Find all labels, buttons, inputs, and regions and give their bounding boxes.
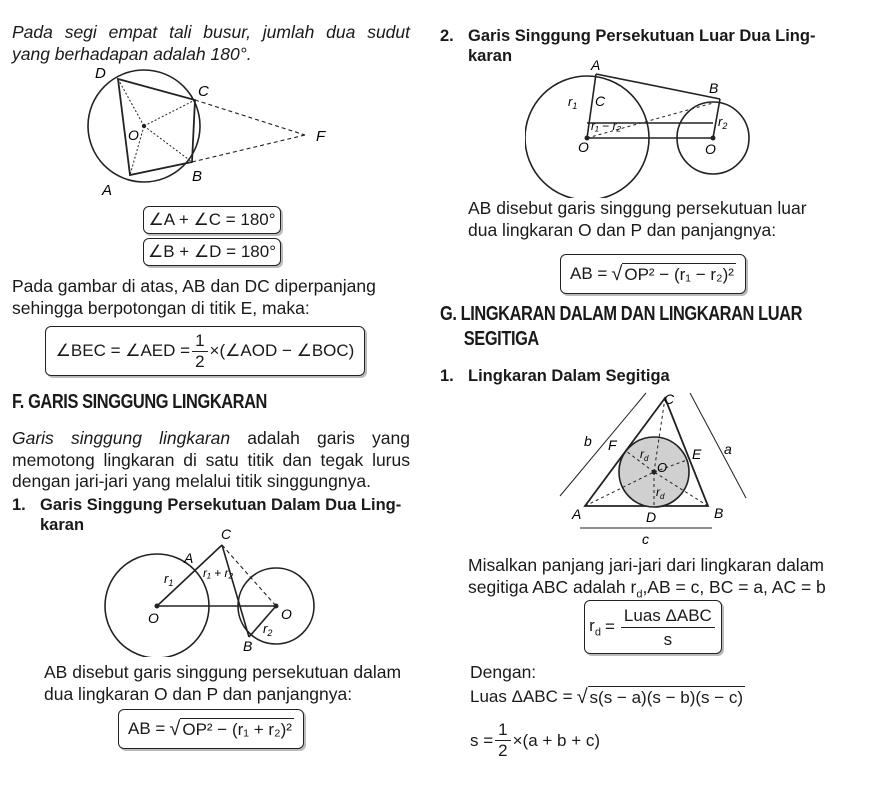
external-formula-radicand: OP² − (r₁ − r₂)² (624, 265, 734, 284)
incircle-desc-line-2: segitiga ABC adalah $r_d,AB = c$, BC = a, AC = b (468, 576, 826, 600)
extension-text (12, 276, 410, 319)
label-a: A (102, 182, 113, 199)
label-d: D (95, 65, 106, 82)
label-r1-minus-r2: r₁ − r₂ (591, 119, 622, 133)
label-d: D (646, 509, 657, 525)
label-a: A (184, 550, 194, 566)
internal-formula-left: AB = (128, 719, 166, 738)
definition-line-3: dengan jari-jari yang melalui titik singgungnya. (12, 471, 371, 491)
label-o: O (578, 139, 589, 155)
label-rd-2: $r_d$ (656, 485, 665, 501)
incircle-desc-line-1: Misalkan panjang jari-jari dari lingkaran dalam (468, 555, 825, 575)
label-r2: $r_2$ (718, 114, 728, 131)
external-tangent-top (596, 74, 720, 99)
label-b: B (709, 80, 719, 96)
external-desc-line-2: dua lingkaran O dan P dan panjangnya: (468, 219, 777, 240)
item-g1-text: Lingkaran Dalam Segitiga (468, 367, 670, 385)
semiperimeter-fraction (495, 720, 510, 761)
incircle-description (468, 555, 848, 606)
label-c-vertex: C (664, 391, 675, 407)
internal-tangent-figure (100, 527, 330, 657)
formula-bec-right: ×(∠AOD − ∠BOC) (209, 341, 355, 360)
incenter (652, 470, 657, 475)
intro-text (12, 22, 410, 65)
label-a: A (591, 58, 601, 73)
item-2-line-1: Garis Singgung Persekutuan Luar Dua Ling- (468, 27, 816, 45)
label-e: E (692, 446, 702, 462)
formula-bec-numerator: 1 (192, 331, 207, 352)
label-a-vertex: A (572, 506, 582, 522)
dengan-label: Dengan: (470, 662, 537, 682)
heron-left: Luas ΔABC = (470, 687, 573, 706)
label-b: B (192, 168, 203, 185)
label-o: O (128, 127, 139, 143)
item-2-line-2: karan (468, 47, 513, 65)
intro-line-1: Pada segi empat tali busur, jumlah dua sudut (12, 22, 410, 42)
semiperimeter-denominator: 2 (498, 741, 508, 760)
definition-line-1-rest: adalah garis yang (230, 428, 410, 448)
label-p: O (705, 141, 716, 157)
formula-inradius (584, 600, 722, 654)
center-o (155, 604, 160, 609)
formula-semiperimeter (470, 720, 600, 761)
label-o: O (148, 610, 159, 626)
label-c: C (221, 527, 232, 542)
external-desc-line-1: AB disebut garis singgung persekutuan luar (468, 198, 807, 218)
inradius-equals: = (604, 617, 615, 636)
definition-line-1 (12, 428, 410, 450)
label-b: B (243, 638, 253, 654)
center-point (142, 124, 146, 128)
label-b-vertex: B (714, 505, 724, 521)
formula-bec-left: ∠BEC = ∠AED = (55, 341, 191, 360)
extension-line-1: Pada gambar di atas, AB dan DC diperpanjang (12, 276, 376, 296)
section-g-heading (440, 302, 802, 352)
formula-external-tangent (560, 254, 746, 294)
formula-angle-bd: ∠B + ∠D = 180° (143, 238, 281, 266)
formula-heron (470, 686, 745, 708)
formula-internal-tangent (118, 709, 304, 749)
item-g1-title (440, 366, 670, 386)
section-g-line-1: G. LINGKARAN DALAM DAN LINGKARAN LUAR (440, 303, 803, 325)
internal-tangent-description (44, 662, 424, 705)
formula-angle-ac: ∠A + ∠C = 180° (143, 206, 281, 234)
item-2-number: 2. (440, 27, 454, 45)
definition-text (12, 428, 410, 493)
internal-desc-line-1: AB disebut garis singgung persekutuan dalam (44, 662, 402, 682)
internal-tangent-line (222, 545, 249, 637)
external-tangent-figure (525, 58, 755, 198)
extension-lines (192, 100, 305, 162)
semiperimeter-numerator: 1 (495, 720, 510, 741)
label-r1: $r_1$ (568, 94, 578, 111)
intro-line-2: yang berhadapan adalah 180°. (12, 43, 252, 64)
label-f: F (608, 437, 617, 453)
label-f: F (316, 128, 326, 145)
incircle-triangle-figure (550, 388, 770, 548)
item-1-number: 1. (12, 496, 26, 514)
external-formula-sqrt: √ OP² − (r₁ − r₂)² (611, 263, 734, 285)
label-r1: $r_1$ (164, 571, 174, 588)
definition-line-2: memotong lingkaran di satu titik dan tegak lurus (12, 449, 410, 470)
label-r2: $r_2$ (263, 621, 273, 638)
external-tangent-description (468, 198, 836, 241)
inradius-fraction (621, 604, 715, 651)
inradius-denominator: s (663, 629, 673, 649)
internal-formula-radicand: OP² − (r₁ + r₂)² (182, 720, 292, 739)
item-1-line-2: karan (40, 516, 85, 534)
section-f-heading: F. GARIS SINGGUNG LINGKARAN (12, 391, 267, 413)
inradius-symbol: $r_d$ (589, 615, 601, 639)
formula-angle-bec (45, 326, 365, 376)
formula-bec-denominator: 2 (195, 351, 205, 371)
formula-bec-fraction (192, 331, 207, 372)
label-a-side: a (724, 441, 732, 457)
internal-formula-sqrt: √ OP² − (r₁ + r₂)² (169, 718, 292, 740)
internal-desc-line-2: dua lingkaran O dan P dan panjangnya: (44, 683, 353, 704)
semiperimeter-right: ×(a + b + c) (512, 730, 601, 750)
label-r1-plus-r2: r₁ + r₂ (203, 566, 234, 580)
center-p (711, 136, 716, 141)
external-formula-left: AB = (570, 264, 608, 283)
label-c: C (198, 83, 209, 100)
label-c: C (595, 93, 606, 109)
heron-sqrt: √ s(s − a)(s − b)(s − c) (576, 686, 744, 708)
item-g1-number: 1. (440, 367, 454, 385)
heron-radicand: s(s − a)(s − b)(s − c) (589, 688, 744, 707)
label-b-side: b (584, 433, 592, 449)
inradius-numerator: Luas ΔABC (621, 604, 715, 628)
section-g-line-2: SEGITIGA (463, 328, 539, 350)
item-1-line-1: Garis Singgung Persekutuan Dalam Dua Ling- (40, 496, 402, 514)
extension-line-2: sehingga berpotongan di titik E, maka: (12, 297, 310, 318)
label-p: O (281, 606, 292, 622)
label-o: O (657, 460, 668, 475)
definition-term: Garis singgung lingkaran (12, 428, 231, 448)
center-p (274, 604, 279, 609)
label-rd-1: $r_d$ (640, 447, 649, 463)
cyclic-quadrilateral-figure (80, 62, 350, 202)
semiperimeter-left: s = (470, 730, 494, 750)
label-c-side: c (642, 531, 649, 547)
